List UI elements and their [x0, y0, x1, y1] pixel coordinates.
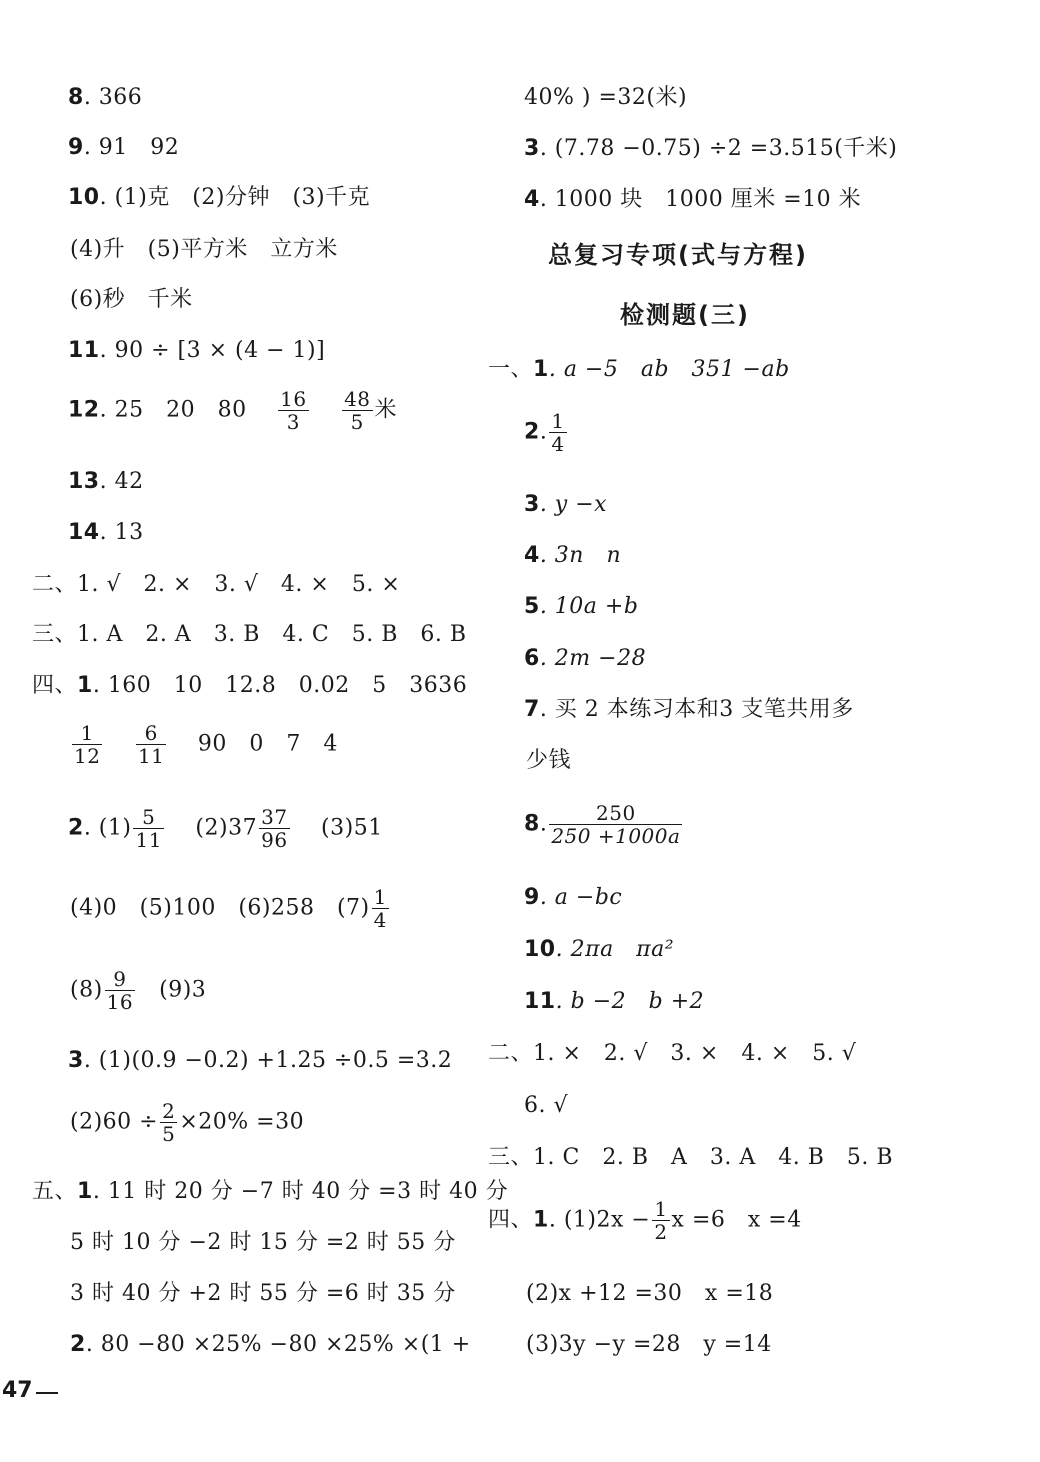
q-3: 3. y −x [524, 492, 608, 517]
part-4-cont-1: (2)x +12 =30 x =18 [526, 1281, 774, 1306]
part-4: 四、1. (1)2x − $\frac{1}{2}$ x =6 x =4 [488, 1197, 802, 1244]
answer-3: 3. (7.78 −0.75) ÷2 =3.515(千米) [524, 136, 898, 161]
section-5-cont-2: 3 时 40 分 +2 时 55 分 =6 时 35 分 [70, 1281, 456, 1306]
part-2-cont: 6. √ [524, 1093, 569, 1118]
fraction: $\frac{1}{4}$ [551, 409, 565, 456]
fraction: $\frac{48}{5}$ [344, 387, 371, 434]
q-5: 5. 10a +b [524, 594, 639, 619]
section-5-cont-1: 5 时 10 分 −2 时 15 分 =2 时 55 分 [70, 1230, 456, 1255]
answer-4: 4. 1000 块 1000 厘米 =10 米 [524, 187, 862, 212]
q-7: 7. 买 2 本练习本和3 支笔共用多 [524, 697, 854, 722]
fraction: $\frac{5}{11}$ [135, 805, 162, 852]
section-2: 二、1. √ 2. × 3. √ 4. × 5. × [32, 572, 401, 597]
part-2: 二、1. × 2. √ 3. × 4. × 5. √ [488, 1041, 857, 1066]
fraction: $\frac{1}{12}$ [74, 721, 101, 768]
section-4-fractions: $\frac{1}{12}$ $\frac{6}{11}$ 90 0 7 4 [74, 721, 338, 768]
answer-10: 10. (1)克 (2)分钟 (3)千克 [68, 185, 371, 210]
q-11: 11. b −2 b +2 [524, 989, 705, 1014]
q-8: 8. $\frac{250}{250 +1000a}$ [524, 801, 681, 848]
section-4-item-3-cont: (2)60 ÷ $\frac{2}{5}$ ×20% =30 [70, 1099, 305, 1146]
fraction: $\frac{6}{11}$ [137, 721, 165, 768]
answer-14: 14. 13 [68, 520, 144, 545]
page-number-dash [36, 1392, 58, 1394]
section-4: 四、1. 160 10 12.8 0.02 5 3636 [32, 673, 468, 698]
fraction: $\frac{9}{16}$ [106, 967, 134, 1014]
answer-11: 11. 90 ÷ [3 × (4 − 1)] [68, 338, 326, 363]
q-6: 6. 2m −28 [524, 646, 647, 671]
section-subtitle: 检测题(三) [620, 301, 750, 329]
q-9: 9. a −bc [524, 885, 623, 910]
section-title: 总复习专项(式与方程) [548, 241, 808, 269]
section-5-item-2: 2. 80 −80 ×25% −80 ×25% ×(1 + [70, 1332, 471, 1357]
answer-10-cont-2: (6)秒 千米 [70, 287, 193, 312]
part-4-cont-2: (3)3y −y =28 y =14 [526, 1332, 772, 1357]
fraction: $\frac{1}{2}$ [654, 1197, 668, 1244]
q-1: 一、1. a −5 ab 351 −ab [488, 357, 790, 382]
q-2: 2. $\frac{1}{4}$ [524, 409, 565, 456]
fraction: $\frac{16}{3}$ [280, 387, 307, 434]
section-4-item-2-cont: (4)0 (5)100 (6)258 (7) $\frac{1}{4}$ [70, 885, 387, 932]
answer-13: 13. 42 [68, 469, 144, 494]
answer-9: 9. 91 92 [68, 135, 180, 160]
q-7-cont: 少钱 [526, 748, 572, 773]
fraction: $\frac{2}{5}$ [162, 1099, 176, 1146]
answer-10-cont-1: (4)升 (5)平方米 立方米 [70, 237, 338, 262]
page-number: 47 [2, 1378, 33, 1403]
section-4-item-3: 3. (1)(0.9 −0.2) +1.25 ÷0.5 =3.2 [68, 1048, 453, 1073]
answer-cont: 40% ) =32(米) [524, 85, 688, 110]
fraction: $\frac{37}{96}$ [261, 805, 288, 852]
part-3: 三、1. C 2. B A 3. A 4. B 5. B [488, 1145, 894, 1170]
answer-8: 8. 366 [68, 85, 143, 110]
section-3: 三、1. A 2. A 3. B 4. C 5. B 6. B [32, 622, 467, 647]
fraction: $\frac{250}{250 +1000a}$ [551, 801, 681, 848]
section-4-item-2: 2. (1) $\frac{5}{11}$ (2)37 $\frac{37}{96}$ (3)51 [68, 805, 383, 852]
fraction: $\frac{1}{4}$ [373, 885, 387, 932]
section-5: 五、1. 11 时 20 分 −7 时 40 分 =3 时 40 分 [32, 1179, 509, 1204]
section-4-item-2-cont-2: (8) $\frac{9}{16}$ (9)3 [70, 967, 207, 1014]
q-10: 10. 2πa πa² [524, 937, 675, 962]
q-4: 4. 3n n [524, 543, 622, 568]
answer-12: 12. 25 20 80 $\frac{16}{3}$ $\frac{48}{5}$ 米 [68, 387, 398, 434]
